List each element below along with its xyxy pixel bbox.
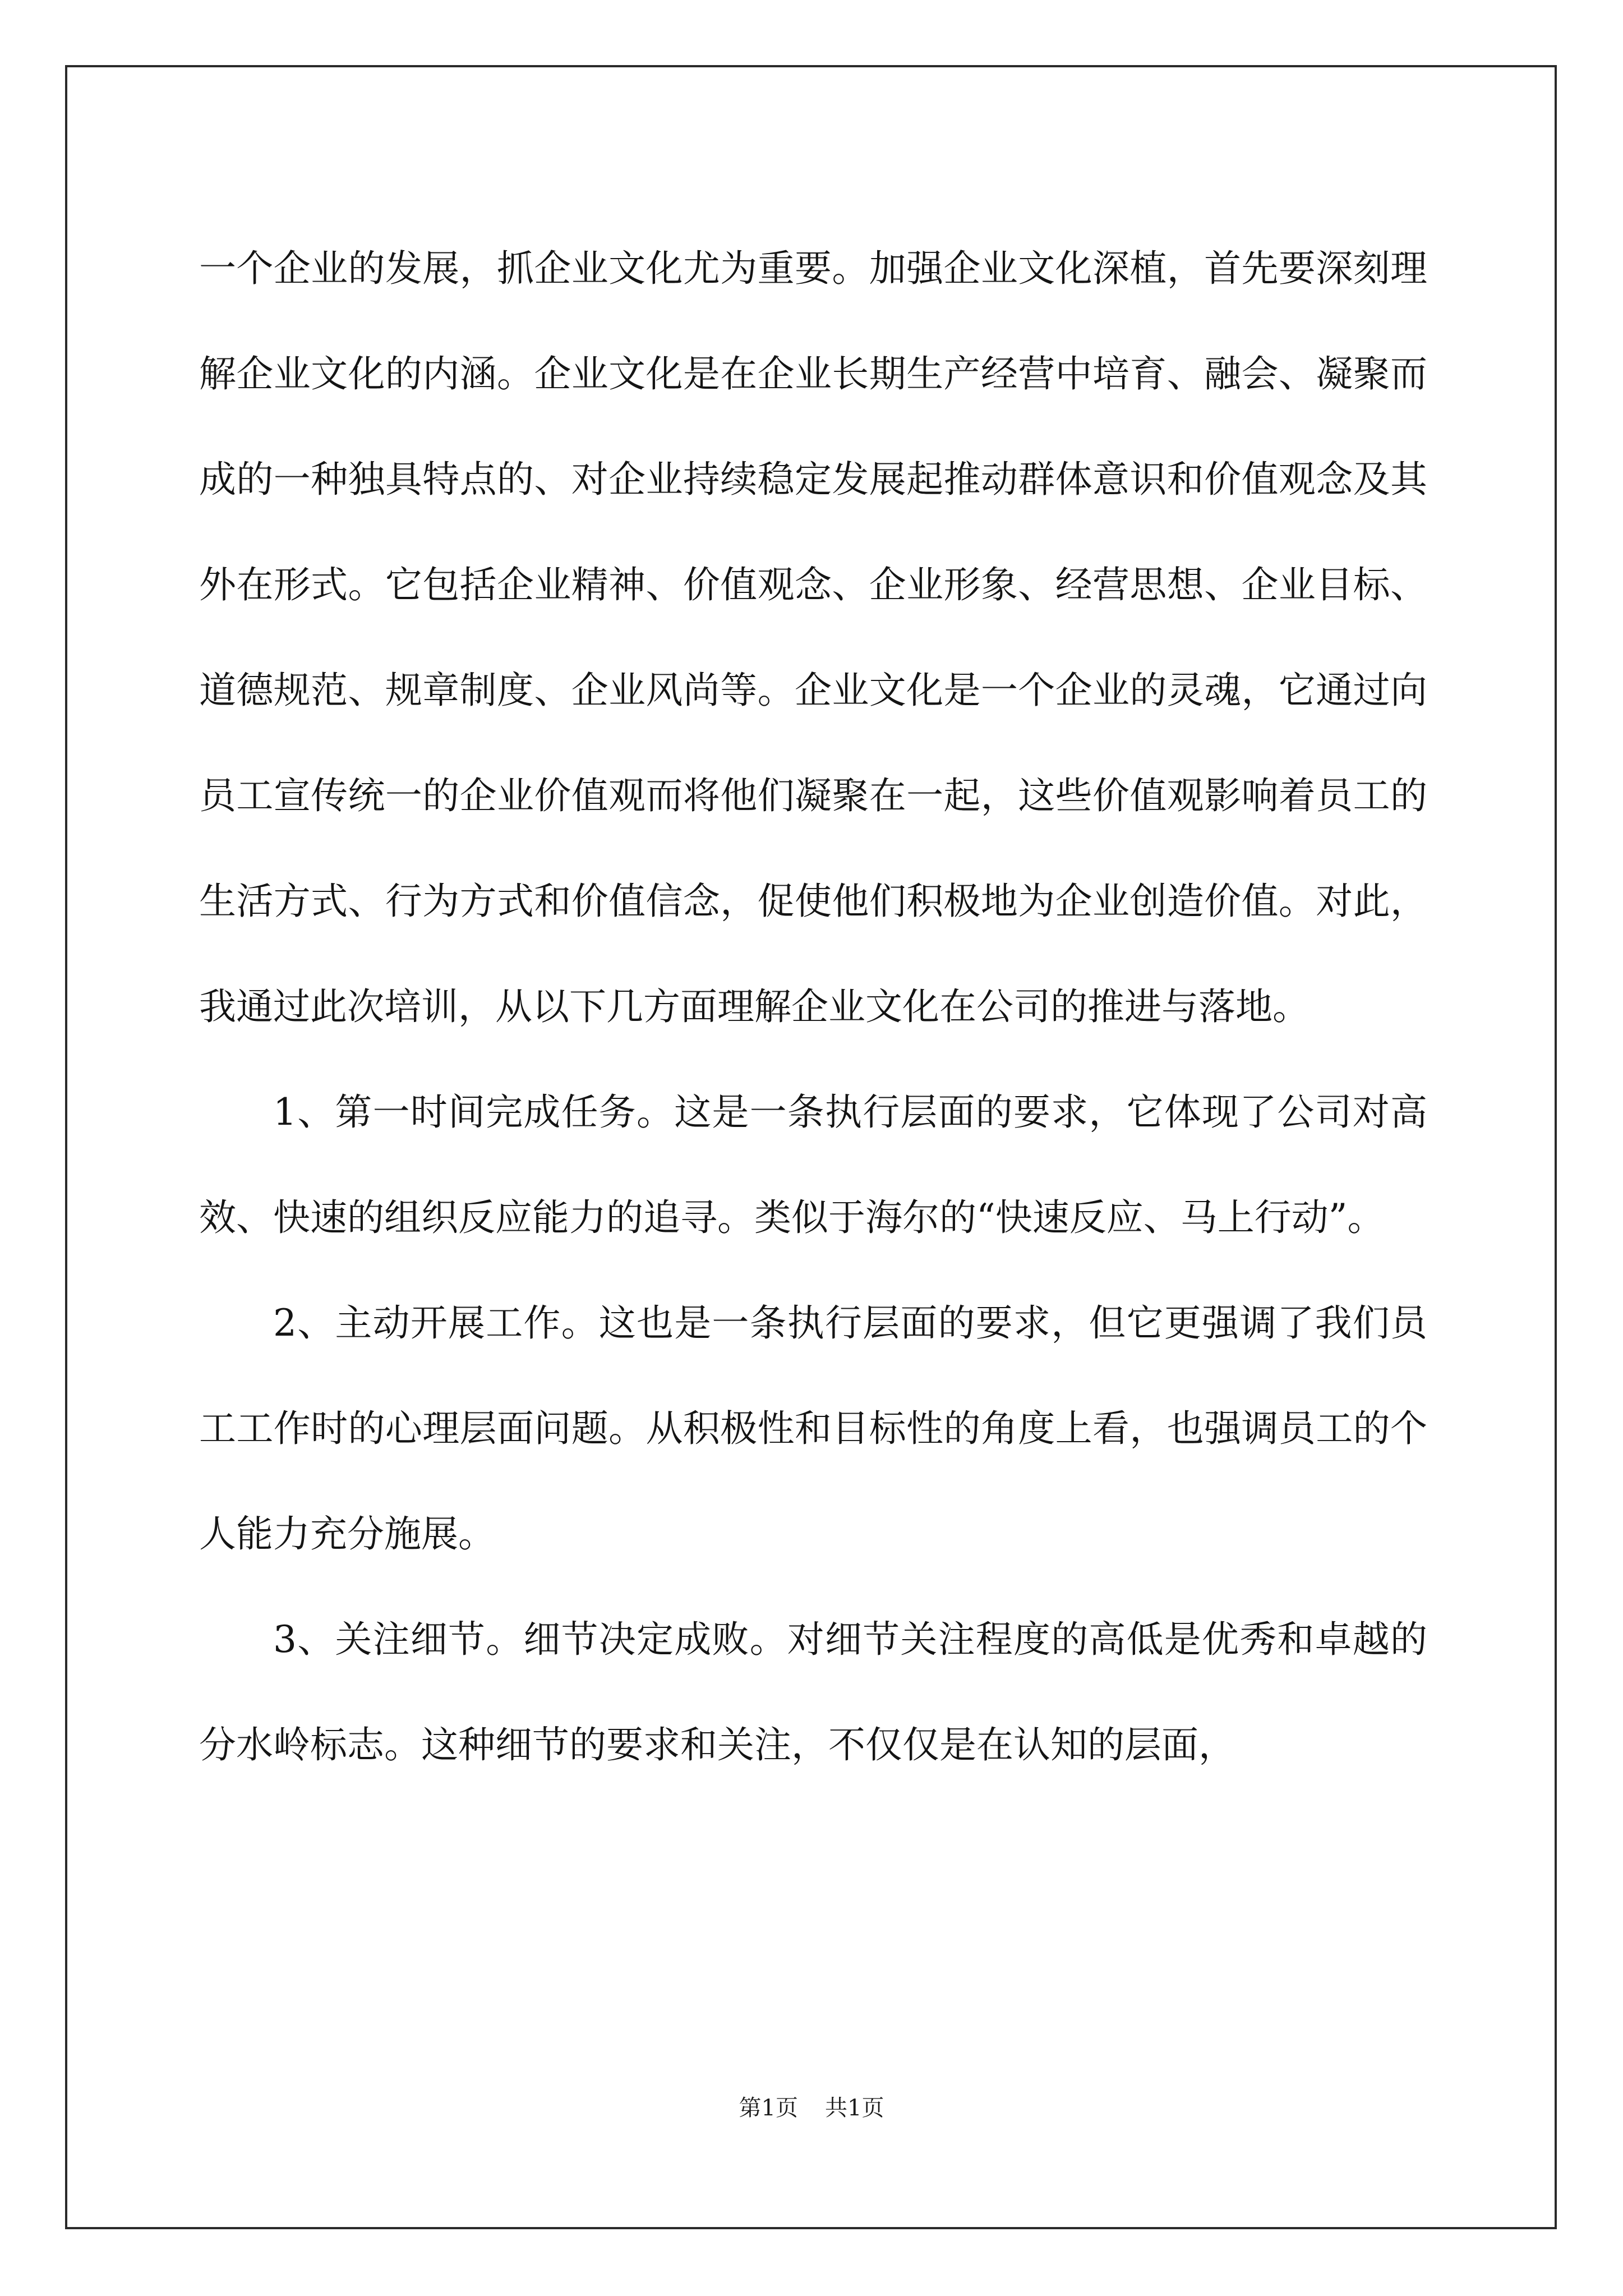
page-number: 第1页 [739, 2095, 798, 2121]
page-total: 共1页 [825, 2095, 884, 2121]
paragraph-intro: 一个企业的发展，抓企业文化尤为重要。加强企业文化深植，首先要深刻理解企业文化的内涵。企业文化是在企业长期生产经营中培育、融会、凝聚而成的一种独具特点的、对企业持续稳定发展起推动群体意识和价值观念及其外在形式。它包括企业精神、价值观念、企业形象、经营思想、企业目标、道德规范、规章制度、企业风尚等。企业文化是一个企业的灵魂，它通过向员工宣传统一的企业价值观而将他们凝聚在一起，这些价值观影响着员工的生活方式、行为方式和价值信念，促使他们积极地为企业创造价值。对此，我通过此次培训，从以下几方面理解企业文化在公司的推进与落地。 [199, 247, 1427, 1028]
page-footer [0, 2091, 1623, 2125]
paragraph-point-2: 2、主动开展工作。这也是一条执行层面的要求，但它更强调了我们员工工作时的心理层面问题。从积极性和目标性的角度上看，也强调员工的个人能力充分施展。 [199, 1301, 1427, 1556]
paragraph-point-1: 1、第一时间完成任务。这是一条执行层面的要求，它体现了公司对高效、快速的组织反应能力的追寻。类似于海尔的“快速反应、马上行动”。 [199, 1091, 1427, 1239]
document-body [199, 216, 1427, 1798]
paragraph-point-3: 3、关注细节。细节决定成败。对细节关注程度的高低是优秀和卓越的分水岭标志。这种细节的要求和关注，不仅仅是在认知的层面， [199, 1618, 1427, 1766]
